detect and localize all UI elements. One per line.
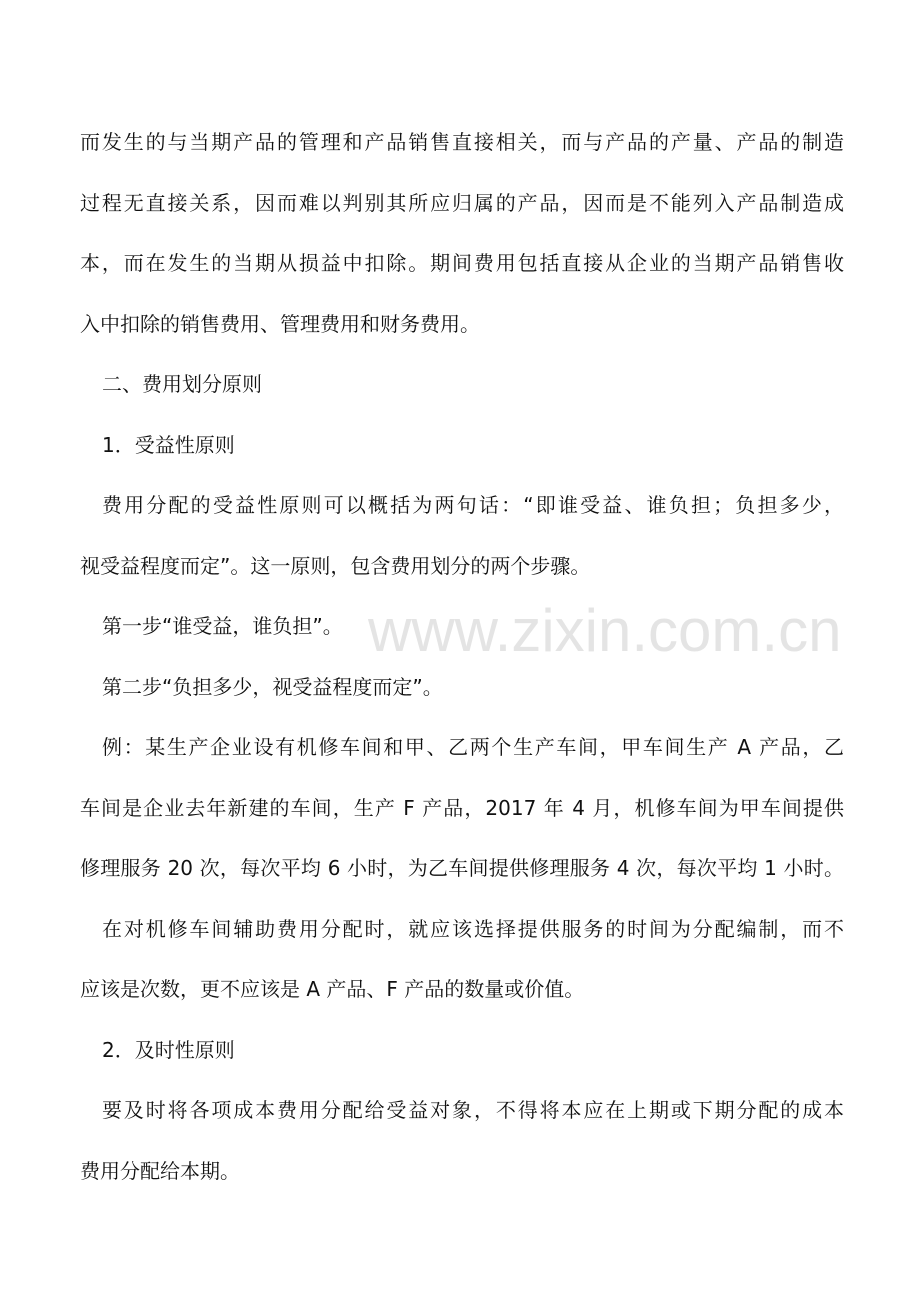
paragraph-line: 要及时将各项成本费用分配给受益对象，不得将本应在上期或下期分配的成本 (102, 1098, 844, 1122)
paragraph-line: 视受益程度而定”。这一原则，包含费用划分的两个步骤。 (80, 553, 591, 578)
paragraph-line: 修理服务 20 次，每次平均 6 小时，为乙车间提供修理服务 4 次，每次平均 1 小时。 (80, 856, 844, 880)
paragraph-line: 费用分配的受益性原则可以概括为两句话：“即谁受益、谁负担；负担多少， (102, 493, 844, 517)
section-heading: 二、费用划分原则 (102, 372, 262, 396)
paragraph-line: 费用分配给本期。 (80, 1158, 240, 1183)
paragraph-line: 而发生的与当期产品的管理和产品销售直接相关，而与产品的产量、产品的制造 (80, 130, 844, 154)
subsection-heading: 2．及时性原则 (102, 1037, 235, 1062)
paragraph-line: 过程无直接关系，因而难以判别其所应归属的产品，因而是不能列入产品制造成 (80, 190, 844, 215)
paragraph-line: 入中扣除的销售费用、管理费用和财务费用。 (80, 311, 480, 336)
subsection-heading: 1．受益性原则 (102, 432, 235, 457)
paragraph-line: 例：某生产企业设有机修车间和甲、乙两个生产车间，甲车间生产 A 产品，乙 (102, 735, 844, 759)
paragraph-line: 在对机修车间辅助费用分配时，就应该选择提供服务的时间为分配编制，而不 (102, 916, 844, 941)
paragraph-line: 第一步“谁受益，谁负担”。 (102, 614, 343, 638)
paragraph-line: 第二步“负担多少，视受益程度而定”。 (102, 674, 443, 699)
watermark-text: www.zixin.com.cn (368, 597, 842, 664)
paragraph-line: 本，而在发生的当期从损益中扣除。期间费用包括直接从企业的当期产品销售收 (80, 251, 844, 275)
document-body (80, 118, 844, 1207)
paragraph-line: 应该是次数，更不应该是 A 产品、F 产品的数量或价值。 (80, 977, 585, 1001)
paragraph-line: 车间是企业去年新建的车间，生产 F 产品，2017 年 4 月，机修车间为甲车间提供 (80, 795, 844, 820)
